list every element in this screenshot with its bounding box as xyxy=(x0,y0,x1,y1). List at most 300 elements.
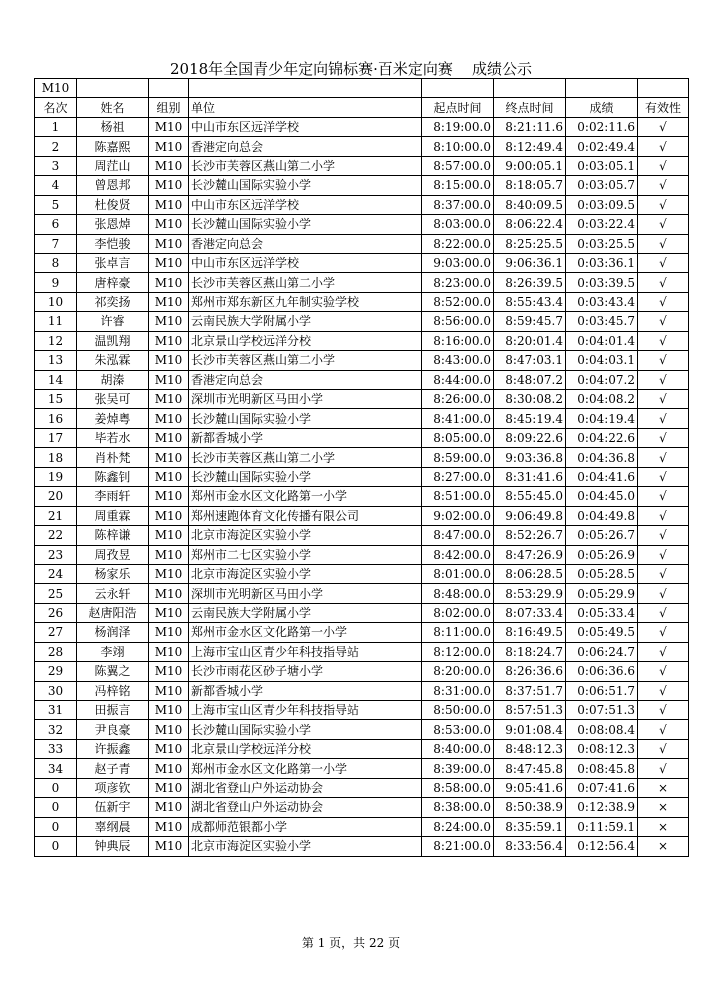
group-cell: M10 xyxy=(149,331,189,350)
result-cell: 0:07:41.6 xyxy=(566,778,638,797)
name-cell: 温凯翔 xyxy=(77,331,149,350)
start-time-cell: 8:02:00.0 xyxy=(422,603,494,622)
group-cell: M10 xyxy=(149,117,189,136)
table-row xyxy=(35,176,689,195)
name-cell: 杨家乐 xyxy=(77,564,149,583)
validity-cell: √ xyxy=(638,234,689,253)
name-cell: 陈梓谦 xyxy=(77,526,149,545)
end-time-cell: 8:30:08.2 xyxy=(494,390,566,409)
rank-cell: 5 xyxy=(35,195,77,214)
rank-cell: 19 xyxy=(35,467,77,486)
name-cell: 许振鑫 xyxy=(77,739,149,758)
table-row xyxy=(35,331,689,350)
group-cell: M10 xyxy=(149,487,189,506)
validity-cell: × xyxy=(638,778,689,797)
validity-cell: √ xyxy=(638,603,689,622)
unit-cell: 云南民族大学附属小学 xyxy=(189,603,422,622)
validity-cell: √ xyxy=(638,331,689,350)
rank-cell: 11 xyxy=(35,312,77,331)
rank-cell: 22 xyxy=(35,526,77,545)
result-cell: 0:03:05.7 xyxy=(566,176,638,195)
name-cell: 周重霖 xyxy=(77,506,149,525)
result-cell: 0:12:56.4 xyxy=(566,837,638,856)
name-cell: 杜俊贤 xyxy=(77,195,149,214)
table-row xyxy=(35,642,689,661)
start-time-cell: 8:01:00.0 xyxy=(422,564,494,583)
start-time-cell: 8:16:00.0 xyxy=(422,331,494,350)
unit-cell: 长沙麓山国际实验小学 xyxy=(189,409,422,428)
result-cell: 0:04:22.6 xyxy=(566,428,638,447)
table-row xyxy=(35,739,689,758)
group-cell: M10 xyxy=(149,526,189,545)
validity-cell: √ xyxy=(638,623,689,642)
start-time-cell: 8:53:00.0 xyxy=(422,720,494,739)
end-time-cell: 8:48:12.3 xyxy=(494,739,566,758)
table-row xyxy=(35,564,689,583)
validity-cell: √ xyxy=(638,176,689,195)
result-cell: 0:04:49.8 xyxy=(566,506,638,525)
validity-cell: √ xyxy=(638,137,689,156)
rank-cell: 21 xyxy=(35,506,77,525)
table-row xyxy=(35,273,689,292)
name-cell: 伍新宇 xyxy=(77,798,149,817)
table-row xyxy=(35,623,689,642)
end-time-cell: 8:25:25.5 xyxy=(494,234,566,253)
name-cell: 朱泓霖 xyxy=(77,351,149,370)
validity-cell: √ xyxy=(638,215,689,234)
group-cell: M10 xyxy=(149,409,189,428)
validity-cell: √ xyxy=(638,584,689,603)
unit-cell: 成都师范银都小学 xyxy=(189,817,422,836)
start-time-cell: 8:52:00.0 xyxy=(422,292,494,311)
result-cell: 0:08:12.3 xyxy=(566,739,638,758)
result-cell: 0:08:08.4 xyxy=(566,720,638,739)
group-cell: M10 xyxy=(149,545,189,564)
table-row xyxy=(35,312,689,331)
unit-cell: 北京景山学校远洋分校 xyxy=(189,331,422,350)
rank-cell: 31 xyxy=(35,701,77,720)
rank-cell: 18 xyxy=(35,448,77,467)
group-cell: M10 xyxy=(149,623,189,642)
end-time-cell: 8:07:33.4 xyxy=(494,603,566,622)
start-time-cell: 8:19:00.0 xyxy=(422,117,494,136)
start-time-cell: 8:22:00.0 xyxy=(422,234,494,253)
group-cell: M10 xyxy=(149,467,189,486)
table-row xyxy=(35,292,689,311)
validity-cell: × xyxy=(638,817,689,836)
start-time-cell: 9:03:00.0 xyxy=(422,253,494,272)
end-time-cell: 8:21:11.6 xyxy=(494,117,566,136)
group-cell: M10 xyxy=(149,176,189,195)
end-time-cell: 8:47:26.9 xyxy=(494,545,566,564)
end-time-cell: 8:35:59.1 xyxy=(494,817,566,836)
end-time-cell: 8:31:41.6 xyxy=(494,467,566,486)
group-cell: M10 xyxy=(149,448,189,467)
header-group: 组别 xyxy=(149,98,189,117)
name-cell: 陈鑫钊 xyxy=(77,467,149,486)
start-time-cell: 8:43:00.0 xyxy=(422,351,494,370)
validity-cell: √ xyxy=(638,506,689,525)
end-time-cell: 8:57:51.3 xyxy=(494,701,566,720)
group-cell: M10 xyxy=(149,603,189,622)
unit-cell: 郑州市金水区文化路第一小学 xyxy=(189,623,422,642)
unit-cell: 湖北省登山户外运动协会 xyxy=(189,778,422,797)
validity-cell: √ xyxy=(638,759,689,778)
name-cell: 李雨轩 xyxy=(77,487,149,506)
end-time-cell: 8:18:24.7 xyxy=(494,642,566,661)
category-empty-cell xyxy=(422,79,494,98)
result-cell: 0:07:51.3 xyxy=(566,701,638,720)
category-label: M10 xyxy=(35,79,77,98)
end-time-cell: 8:53:29.9 xyxy=(494,584,566,603)
group-cell: M10 xyxy=(149,156,189,175)
validity-cell: √ xyxy=(638,662,689,681)
validity-cell: √ xyxy=(638,156,689,175)
end-time-cell: 8:26:36.6 xyxy=(494,662,566,681)
group-cell: M10 xyxy=(149,215,189,234)
start-time-cell: 8:38:00.0 xyxy=(422,798,494,817)
rank-cell: 26 xyxy=(35,603,77,622)
table-row xyxy=(35,370,689,389)
unit-cell: 长沙麓山国际实验小学 xyxy=(189,176,422,195)
end-time-cell: 8:47:45.8 xyxy=(494,759,566,778)
result-cell: 0:04:07.2 xyxy=(566,370,638,389)
unit-cell: 香港定向总会 xyxy=(189,137,422,156)
result-cell: 0:05:26.9 xyxy=(566,545,638,564)
name-cell: 唐梓豪 xyxy=(77,273,149,292)
end-time-cell: 8:55:43.4 xyxy=(494,292,566,311)
name-cell: 李恺骏 xyxy=(77,234,149,253)
table-row xyxy=(35,603,689,622)
result-cell: 0:05:33.4 xyxy=(566,603,638,622)
unit-cell: 湖北省登山户外运动协会 xyxy=(189,798,422,817)
validity-cell: √ xyxy=(638,292,689,311)
unit-cell: 深圳市光明新区马田小学 xyxy=(189,390,422,409)
end-time-cell: 8:33:56.4 xyxy=(494,837,566,856)
table-row xyxy=(35,662,689,681)
validity-cell: √ xyxy=(638,273,689,292)
table-row xyxy=(35,156,689,175)
result-cell: 0:03:45.7 xyxy=(566,312,638,331)
name-cell: 祁奕扬 xyxy=(77,292,149,311)
validity-cell: √ xyxy=(638,117,689,136)
result-cell: 0:06:24.7 xyxy=(566,642,638,661)
end-time-cell: 9:06:36.1 xyxy=(494,253,566,272)
name-cell: 姜焯粤 xyxy=(77,409,149,428)
unit-cell: 郑州市郑东新区九年制实验学校 xyxy=(189,292,422,311)
start-time-cell: 8:42:00.0 xyxy=(422,545,494,564)
group-cell: M10 xyxy=(149,351,189,370)
name-cell: 云永轩 xyxy=(77,584,149,603)
table-row xyxy=(35,215,689,234)
category-empty-cell xyxy=(77,79,149,98)
group-cell: M10 xyxy=(149,292,189,311)
result-cell: 0:04:08.2 xyxy=(566,390,638,409)
end-time-cell: 9:03:36.8 xyxy=(494,448,566,467)
rank-cell: 13 xyxy=(35,351,77,370)
name-cell: 李翊 xyxy=(77,642,149,661)
end-time-cell: 8:47:03.1 xyxy=(494,351,566,370)
group-cell: M10 xyxy=(149,312,189,331)
end-time-cell: 8:50:38.9 xyxy=(494,798,566,817)
unit-cell: 北京市海淀区实验小学 xyxy=(189,837,422,856)
result-cell: 0:02:49.4 xyxy=(566,137,638,156)
page-footer: 第 1 页，共 22 页 xyxy=(301,936,401,950)
start-time-cell: 8:47:00.0 xyxy=(422,526,494,545)
group-cell: M10 xyxy=(149,817,189,836)
result-cell: 0:06:36.6 xyxy=(566,662,638,681)
category-empty-cell xyxy=(638,79,689,98)
group-cell: M10 xyxy=(149,390,189,409)
name-cell: 陈嘉熙 xyxy=(77,137,149,156)
unit-cell: 北京市海淀区实验小学 xyxy=(189,564,422,583)
rank-cell: 4 xyxy=(35,176,77,195)
end-time-cell: 8:09:22.6 xyxy=(494,428,566,447)
end-time-cell: 8:52:26.7 xyxy=(494,526,566,545)
result-cell: 0:03:36.1 xyxy=(566,253,638,272)
unit-cell: 新都香城小学 xyxy=(189,428,422,447)
table-row xyxy=(35,817,689,836)
start-time-cell: 8:21:00.0 xyxy=(422,837,494,856)
validity-cell: √ xyxy=(638,467,689,486)
end-time-cell: 8:59:45.7 xyxy=(494,312,566,331)
start-time-cell: 8:56:00.0 xyxy=(422,312,494,331)
start-time-cell: 8:26:00.0 xyxy=(422,390,494,409)
group-cell: M10 xyxy=(149,564,189,583)
table-row xyxy=(35,117,689,136)
result-cell: 0:08:45.8 xyxy=(566,759,638,778)
unit-cell: 长沙麓山国际实验小学 xyxy=(189,215,422,234)
start-time-cell: 8:15:00.0 xyxy=(422,176,494,195)
end-time-cell: 8:45:19.4 xyxy=(494,409,566,428)
table-row xyxy=(35,701,689,720)
unit-cell: 长沙市雨花区砂子塘小学 xyxy=(189,662,422,681)
rank-cell: 2 xyxy=(35,137,77,156)
end-time-cell: 8:06:28.5 xyxy=(494,564,566,583)
table-row xyxy=(35,681,689,700)
start-time-cell: 8:59:00.0 xyxy=(422,448,494,467)
result-cell: 0:05:29.9 xyxy=(566,584,638,603)
table-row xyxy=(35,487,689,506)
name-cell: 冯梓铭 xyxy=(77,681,149,700)
end-time-cell: 8:20:01.4 xyxy=(494,331,566,350)
validity-cell: √ xyxy=(638,253,689,272)
rank-cell: 0 xyxy=(35,817,77,836)
unit-cell: 中山市东区远洋学校 xyxy=(189,253,422,272)
header-validity: 有效性 xyxy=(638,98,689,117)
unit-cell: 长沙麓山国际实验小学 xyxy=(189,467,422,486)
results-table xyxy=(34,78,689,857)
validity-cell: √ xyxy=(638,526,689,545)
unit-cell: 郑州速跑体育文化传播有限公司 xyxy=(189,506,422,525)
validity-cell: √ xyxy=(638,739,689,758)
group-cell: M10 xyxy=(149,253,189,272)
name-cell: 张卓言 xyxy=(77,253,149,272)
unit-cell: 云南民族大学附属小学 xyxy=(189,312,422,331)
group-cell: M10 xyxy=(149,662,189,681)
unit-cell: 长沙市芙蓉区燕山第二小学 xyxy=(189,448,422,467)
result-cell: 0:03:43.4 xyxy=(566,292,638,311)
table-row xyxy=(35,759,689,778)
rank-cell: 0 xyxy=(35,837,77,856)
table-row xyxy=(35,798,689,817)
rank-cell: 7 xyxy=(35,234,77,253)
table-row xyxy=(35,545,689,564)
unit-cell: 长沙市芙蓉区燕山第二小学 xyxy=(189,273,422,292)
name-cell: 赵子青 xyxy=(77,759,149,778)
validity-cell: √ xyxy=(638,487,689,506)
header-rank: 名次 xyxy=(35,98,77,117)
header-result: 成绩 xyxy=(566,98,638,117)
result-cell: 0:04:36.8 xyxy=(566,448,638,467)
name-cell: 杨祖 xyxy=(77,117,149,136)
table-row xyxy=(35,837,689,856)
group-cell: M10 xyxy=(149,701,189,720)
rank-cell: 28 xyxy=(35,642,77,661)
validity-cell: √ xyxy=(638,428,689,447)
end-time-cell: 8:12:49.4 xyxy=(494,137,566,156)
table-row xyxy=(35,234,689,253)
table-row xyxy=(35,584,689,603)
result-cell: 0:05:28.5 xyxy=(566,564,638,583)
unit-cell: 上海市宝山区青少年科技指导站 xyxy=(189,642,422,661)
header-row xyxy=(35,98,689,117)
name-cell: 尹良豪 xyxy=(77,720,149,739)
result-cell: 0:04:03.1 xyxy=(566,351,638,370)
unit-cell: 郑州市金水区文化路第一小学 xyxy=(189,487,422,506)
rank-cell: 32 xyxy=(35,720,77,739)
start-time-cell: 8:39:00.0 xyxy=(422,759,494,778)
rank-cell: 6 xyxy=(35,215,77,234)
name-cell: 钟典辰 xyxy=(77,837,149,856)
result-cell: 0:06:51.7 xyxy=(566,681,638,700)
rank-cell: 30 xyxy=(35,681,77,700)
rank-cell: 20 xyxy=(35,487,77,506)
result-cell: 0:03:05.1 xyxy=(566,156,638,175)
group-cell: M10 xyxy=(149,798,189,817)
end-time-cell: 9:00:05.1 xyxy=(494,156,566,175)
end-time-cell: 8:16:49.5 xyxy=(494,623,566,642)
group-cell: M10 xyxy=(149,778,189,797)
table-row xyxy=(35,467,689,486)
result-cell: 0:02:11.6 xyxy=(566,117,638,136)
category-empty-cell xyxy=(494,79,566,98)
header-start-time: 起点时间 xyxy=(422,98,494,117)
name-cell: 毕若水 xyxy=(77,428,149,447)
table-row xyxy=(35,137,689,156)
result-cell: 0:03:22.4 xyxy=(566,215,638,234)
start-time-cell: 8:03:00.0 xyxy=(422,215,494,234)
end-time-cell: 8:40:09.5 xyxy=(494,195,566,214)
page-title: 2018年全国青少年定向锦标赛·百米定向赛 成绩公示 xyxy=(169,60,533,78)
validity-cell: √ xyxy=(638,351,689,370)
group-cell: M10 xyxy=(149,642,189,661)
name-cell: 田振言 xyxy=(77,701,149,720)
header-name: 姓名 xyxy=(77,98,149,117)
unit-cell: 中山市东区远洋学校 xyxy=(189,117,422,136)
result-cell: 0:04:19.4 xyxy=(566,409,638,428)
table-row xyxy=(35,409,689,428)
start-time-cell: 8:37:00.0 xyxy=(422,195,494,214)
name-cell: 肖朴梵 xyxy=(77,448,149,467)
end-time-cell: 9:01:08.4 xyxy=(494,720,566,739)
rank-cell: 12 xyxy=(35,331,77,350)
start-time-cell: 8:41:00.0 xyxy=(422,409,494,428)
validity-cell: √ xyxy=(638,701,689,720)
end-time-cell: 8:26:39.5 xyxy=(494,273,566,292)
validity-cell: √ xyxy=(638,390,689,409)
start-time-cell: 8:11:00.0 xyxy=(422,623,494,642)
unit-cell: 香港定向总会 xyxy=(189,370,422,389)
end-time-cell: 8:55:45.0 xyxy=(494,487,566,506)
end-time-cell: 8:48:07.2 xyxy=(494,370,566,389)
group-cell: M10 xyxy=(149,428,189,447)
rank-cell: 15 xyxy=(35,390,77,409)
rank-cell: 27 xyxy=(35,623,77,642)
group-cell: M10 xyxy=(149,681,189,700)
end-time-cell: 8:06:22.4 xyxy=(494,215,566,234)
rank-cell: 34 xyxy=(35,759,77,778)
unit-cell: 深圳市光明新区马田小学 xyxy=(189,584,422,603)
start-time-cell: 8:20:00.0 xyxy=(422,662,494,681)
group-cell: M10 xyxy=(149,759,189,778)
validity-cell: √ xyxy=(638,720,689,739)
start-time-cell: 8:23:00.0 xyxy=(422,273,494,292)
validity-cell: √ xyxy=(638,409,689,428)
validity-cell: √ xyxy=(638,642,689,661)
unit-cell: 长沙市芙蓉区燕山第二小学 xyxy=(189,351,422,370)
result-cell: 0:04:01.4 xyxy=(566,331,638,350)
unit-cell: 郑州市二七区实验小学 xyxy=(189,545,422,564)
rank-cell: 29 xyxy=(35,662,77,681)
table-row xyxy=(35,195,689,214)
start-time-cell: 8:12:00.0 xyxy=(422,642,494,661)
category-empty-cell xyxy=(189,79,422,98)
rank-cell: 24 xyxy=(35,564,77,583)
category-row xyxy=(35,79,689,98)
unit-cell: 北京市海淀区实验小学 xyxy=(189,526,422,545)
start-time-cell: 8:57:00.0 xyxy=(422,156,494,175)
table-row xyxy=(35,720,689,739)
rank-cell: 1 xyxy=(35,117,77,136)
validity-cell: √ xyxy=(638,370,689,389)
rank-cell: 0 xyxy=(35,798,77,817)
name-cell: 杨润泽 xyxy=(77,623,149,642)
table-row xyxy=(35,448,689,467)
unit-cell: 香港定向总会 xyxy=(189,234,422,253)
rank-cell: 17 xyxy=(35,428,77,447)
rank-cell: 0 xyxy=(35,778,77,797)
result-cell: 0:12:38.9 xyxy=(566,798,638,817)
unit-cell: 长沙市芙蓉区燕山第二小学 xyxy=(189,156,422,175)
name-cell: 胡溱 xyxy=(77,370,149,389)
result-cell: 0:03:25.5 xyxy=(566,234,638,253)
header-unit: 单位 xyxy=(189,98,422,117)
end-time-cell: 9:05:41.6 xyxy=(494,778,566,797)
table-row xyxy=(35,428,689,447)
start-time-cell: 8:27:00.0 xyxy=(422,467,494,486)
category-empty-cell xyxy=(566,79,638,98)
unit-cell: 新都香城小学 xyxy=(189,681,422,700)
name-cell: 曾恩邦 xyxy=(77,176,149,195)
unit-cell: 长沙麓山国际实验小学 xyxy=(189,720,422,739)
table-row xyxy=(35,778,689,797)
result-cell: 0:04:45.0 xyxy=(566,487,638,506)
result-cell: 0:03:09.5 xyxy=(566,195,638,214)
end-time-cell: 9:06:49.8 xyxy=(494,506,566,525)
start-time-cell: 8:51:00.0 xyxy=(422,487,494,506)
rank-cell: 23 xyxy=(35,545,77,564)
